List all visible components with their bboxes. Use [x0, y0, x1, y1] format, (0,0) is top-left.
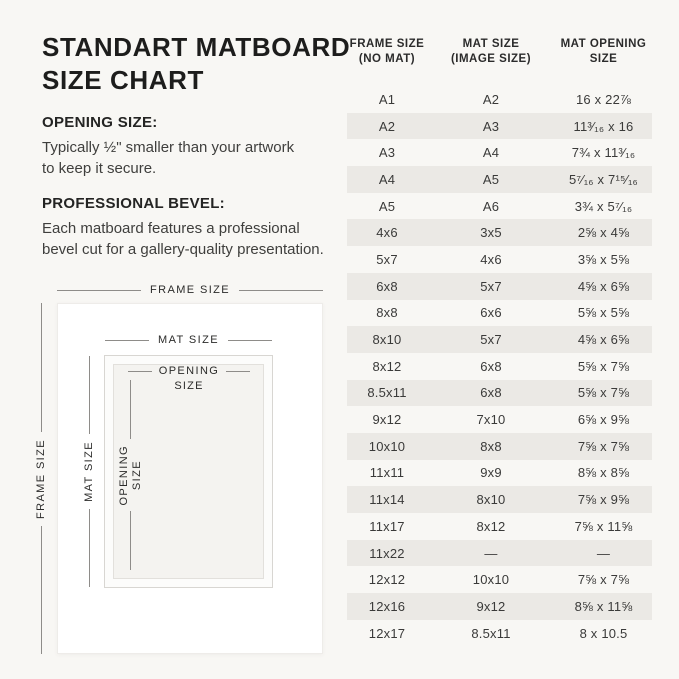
mat-size-cell: A4 — [482, 145, 500, 161]
opening-size-label-row — [128, 365, 250, 377]
mat-opening-cell: 5⁷⁄₁₆ x 7¹⁵⁄₁₆ — [568, 171, 638, 187]
mat-opening-cell: 5⅝ x 7⅝ — [577, 385, 630, 401]
mat-opening-cell: 5⅝ x 7⅝ — [577, 358, 630, 374]
label-line — [226, 371, 250, 372]
section-heading: PROFESSIONAL BEVEL: — [42, 195, 225, 212]
label-line — [228, 340, 272, 341]
mat-opening-cell: 7⅝ x 9⅝ — [577, 492, 630, 508]
opening-size-side-label — [115, 380, 145, 570]
header-mat-opening-size — [555, 37, 652, 67]
frame-size-cell: 8.5x11 — [367, 385, 407, 401]
frame-size-cell: A3 — [378, 145, 396, 161]
mat-size-cell: 4x6 — [480, 251, 502, 267]
frame-size-cell: 9x12 — [372, 412, 402, 428]
table-row — [347, 566, 652, 593]
mat-opening-cell: 4⅝ x 6⅝ — [577, 332, 630, 348]
table-row — [347, 246, 652, 273]
frame-size-cell: 12x16 — [368, 598, 406, 614]
frame-size-side-label — [34, 303, 48, 654]
mat-size-cell: 5x7 — [480, 278, 502, 294]
table-row — [347, 326, 652, 353]
table-header-row — [347, 32, 652, 67]
mat-opening-cell: 11³⁄₁₆ x 16 — [573, 118, 634, 134]
mat-opening-cell: 5⅝ x 5⅝ — [577, 305, 630, 321]
opening-size-vertical-pair — [118, 445, 143, 506]
table-row — [347, 540, 652, 567]
frame-size-cell: A2 — [378, 118, 396, 134]
mat-opening-cell: 8⅝ x 11⅝ — [574, 598, 633, 614]
label-line — [89, 356, 90, 434]
opening-size-label-line1: OPENING — [158, 365, 220, 377]
table-row — [347, 300, 652, 327]
table-row — [347, 433, 652, 460]
header-line: MAT OPENING — [560, 38, 647, 50]
frame-size-top-label — [57, 284, 323, 296]
opening-size-top-label — [128, 365, 250, 392]
header-frame-size — [347, 37, 427, 67]
opening-size-label-vertical-line1: OPENING — [117, 444, 130, 506]
frame-size-cell: 6x8 — [376, 278, 398, 294]
header-line: (IMAGE SIZE) — [450, 53, 532, 65]
section-opening-size — [42, 114, 372, 179]
mat-size-cell: 7x10 — [476, 412, 506, 428]
frame-size-cell: 5x7 — [376, 251, 398, 267]
table-row — [347, 273, 652, 300]
frame-size-cell: 8x12 — [372, 358, 402, 374]
label-line — [89, 509, 90, 587]
frame-size-cell: 11x17 — [369, 518, 405, 534]
mat-size-side-label — [82, 356, 96, 587]
matboard-diagram — [30, 284, 330, 658]
frame-size-cell: 11x22 — [369, 545, 405, 561]
section-body-line: bevel cut for a gallery-quality presentation. — [42, 241, 324, 258]
table-row — [347, 486, 652, 513]
table-row — [347, 380, 652, 407]
frame-size-cell: 4x6 — [376, 225, 398, 241]
mat-size-label-vertical: MAT SIZE — [83, 441, 95, 502]
mat-opening-cell: 2⅝ x 4⅝ — [577, 225, 630, 241]
frame-size-cell: A4 — [378, 171, 396, 187]
table-row — [347, 406, 652, 433]
page-title — [42, 31, 350, 97]
table-row — [347, 620, 652, 647]
frame-size-cell: A1 — [378, 91, 396, 107]
table-rows — [347, 86, 652, 646]
table-row — [347, 353, 652, 380]
mat-opening-cell: 8⅝ x 8⅝ — [577, 465, 630, 481]
table-row — [347, 86, 652, 113]
frame-size-label-vertical: FRAME SIZE — [35, 438, 47, 519]
mat-size-cell: A3 — [482, 118, 500, 134]
frame-size-cell: 8x8 — [376, 305, 398, 321]
mat-opening-cell: 8 x 10.5 — [579, 625, 628, 641]
label-line — [130, 380, 131, 439]
frame-size-cell: A5 — [378, 198, 396, 214]
mat-size-cell: 5x7 — [480, 332, 502, 348]
mat-size-top-label — [105, 334, 272, 346]
mat-opening-cell: 16 x 22⅞ — [575, 91, 632, 107]
mat-opening-cell: 4⅝ x 6⅝ — [577, 278, 630, 294]
mat-size-cell: A6 — [482, 198, 500, 214]
header-line: (NO MAT) — [358, 53, 416, 65]
section-body-line: to keep it secure. — [42, 160, 157, 177]
size-chart-table — [347, 32, 652, 646]
table-row — [347, 219, 652, 246]
table-row — [347, 513, 652, 540]
page-title-line2: SIZE CHART — [42, 65, 204, 95]
mat-size-cell: 3x5 — [480, 225, 502, 241]
mat-size-cell: 8x10 — [476, 492, 506, 508]
table-row — [347, 139, 652, 166]
header-line: FRAME SIZE — [349, 38, 425, 50]
section-professional-bevel — [42, 195, 372, 260]
mat-size-cell: A2 — [482, 91, 500, 107]
mat-size-cell: 9x12 — [476, 598, 506, 614]
opening-size-label-line2: SIZE — [174, 380, 204, 392]
mat-size-cell: 6x8 — [480, 358, 502, 374]
mat-size-cell: 8.5x11 — [471, 625, 511, 641]
frame-size-label: FRAME SIZE — [150, 284, 231, 296]
label-line — [105, 340, 149, 341]
mat-opening-cell: 3¾ x 5⁷⁄₁₆ — [574, 198, 633, 214]
table-row — [347, 460, 652, 487]
frame-size-cell: 12x17 — [368, 625, 406, 641]
mat-opening-cell: — — [596, 545, 611, 561]
table-row — [347, 593, 652, 620]
section-body-line: Each matboard features a professional — [42, 220, 300, 237]
frame-size-cell: 11x14 — [369, 492, 405, 508]
header-line: SIZE — [589, 53, 618, 65]
mat-opening-cell: 7⅝ x 11⅝ — [574, 518, 633, 534]
label-line — [41, 526, 42, 655]
mat-size-cell: 8x8 — [480, 438, 502, 454]
mat-size-cell: 6x6 — [480, 305, 502, 321]
mat-opening-cell: 6⅝ x 9⅝ — [577, 412, 630, 428]
mat-size-cell: 9x9 — [480, 465, 502, 481]
page-title-line1: STANDART MATBOARD — [42, 32, 351, 62]
frame-size-cell: 8x10 — [372, 332, 402, 348]
mat-opening-cell: 7¾ x 11³⁄₁₆ — [571, 145, 636, 161]
frame-size-cell: 10x10 — [368, 438, 406, 454]
table-row — [347, 166, 652, 193]
opening-size-label-vertical-line2: SIZE — [130, 459, 143, 491]
frame-box — [57, 303, 323, 654]
label-line — [239, 290, 323, 291]
label-line — [57, 290, 141, 291]
label-line — [130, 511, 131, 570]
section-body — [42, 218, 372, 260]
label-line — [41, 303, 42, 432]
section-body-line: Typically ½" smaller than your artwork — [42, 139, 295, 156]
section-heading: OPENING SIZE: — [42, 114, 158, 131]
mat-size-cell: A5 — [482, 171, 500, 187]
mat-opening-cell: 7⅝ x 7⅝ — [577, 572, 630, 588]
mat-opening-cell: 7⅝ x 7⅝ — [577, 438, 630, 454]
mat-size-cell: 10x10 — [472, 572, 510, 588]
mat-size-cell: 6x8 — [480, 385, 502, 401]
section-body — [42, 137, 372, 179]
mat-size-cell: 8x12 — [476, 518, 506, 534]
label-line — [128, 371, 152, 372]
mat-size-cell: — — [484, 545, 498, 561]
frame-size-cell: 12x12 — [368, 572, 406, 588]
table-row — [347, 193, 652, 220]
table-row — [347, 113, 652, 140]
frame-size-cell: 11x11 — [369, 465, 405, 481]
mat-opening-cell: 3⅝ x 5⅝ — [577, 251, 630, 267]
header-mat-size — [427, 37, 555, 67]
header-line: MAT SIZE — [462, 38, 520, 50]
mat-size-label: MAT SIZE — [158, 334, 219, 346]
